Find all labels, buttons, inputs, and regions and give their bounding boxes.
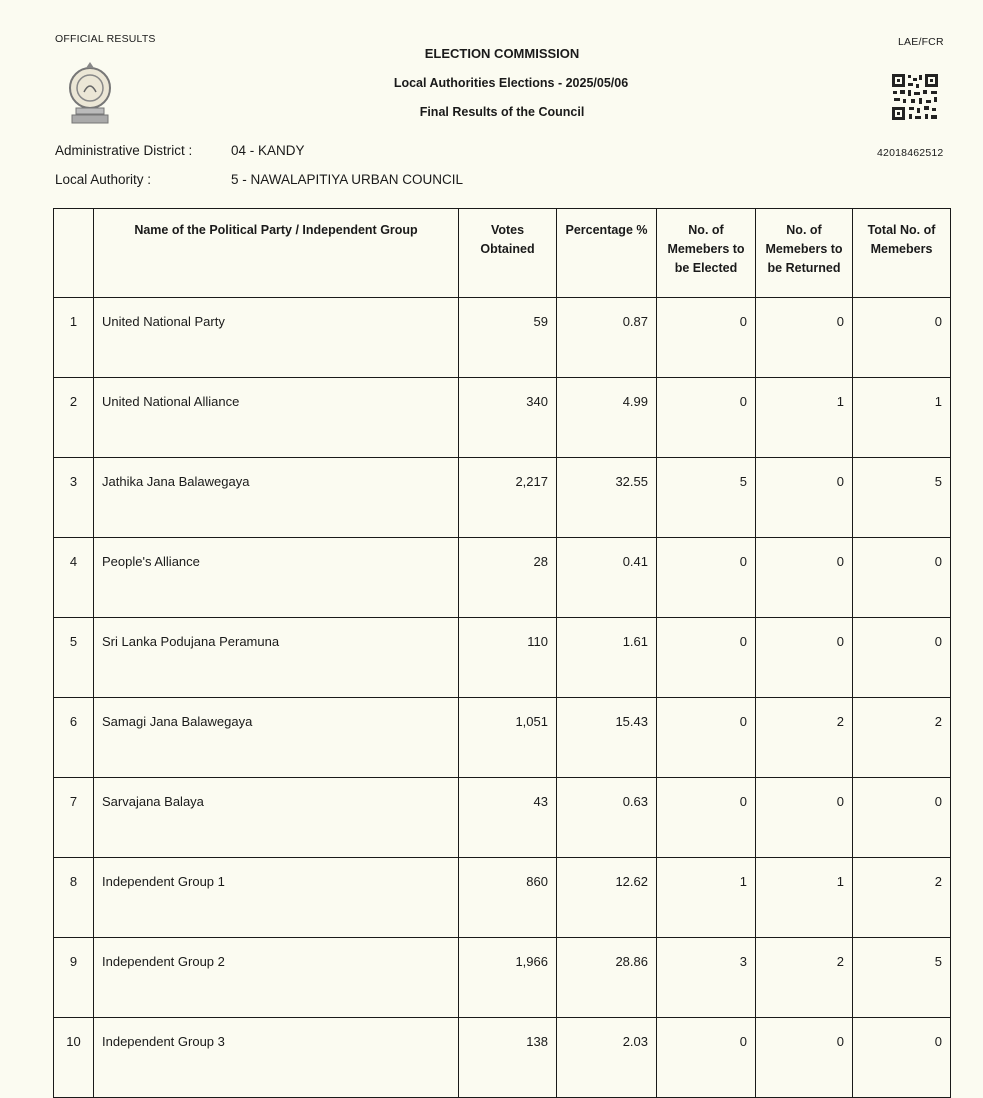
row-number: 3 (54, 458, 94, 538)
total-cell: 1 (853, 378, 951, 458)
percentage-cell: 0.87 (557, 298, 657, 378)
party-name: Independent Group 3 (94, 1018, 459, 1098)
table-row (54, 1018, 951, 1098)
col-header-elected: No. of Memebers to be Elected (657, 209, 756, 298)
row-number: 2 (54, 378, 94, 458)
col-header-votes: Votes Obtained (459, 209, 557, 298)
returned-cell: 0 (756, 1018, 853, 1098)
official-results-label: OFFICIAL RESULTS (55, 33, 156, 45)
col-header-percentage: Percentage % (557, 209, 657, 298)
elected-cell: 0 (657, 698, 756, 778)
row-number: 4 (54, 538, 94, 618)
col-header-total: Total No. of Memebers (853, 209, 951, 298)
returned-cell: 2 (756, 938, 853, 1018)
elected-cell: 0 (657, 1018, 756, 1098)
elected-cell: 0 (657, 778, 756, 858)
returned-cell: 0 (756, 538, 853, 618)
table-row (54, 858, 951, 938)
votes-cell: 28 (459, 538, 557, 618)
form-code: LAE/FCR (898, 36, 944, 48)
votes-cell: 340 (459, 378, 557, 458)
elected-cell: 1 (657, 858, 756, 938)
party-name: Jathika Jana Balawegaya (94, 458, 459, 538)
row-number: 9 (54, 938, 94, 1018)
table-row (54, 698, 951, 778)
returned-cell: 2 (756, 698, 853, 778)
total-cell: 2 (853, 858, 951, 938)
party-name: Sri Lanka Podujana Peramuna (94, 618, 459, 698)
district-value: 04 - KANDY (231, 143, 305, 158)
party-name: United National Party (94, 298, 459, 378)
total-cell: 0 (853, 778, 951, 858)
row-number: 7 (54, 778, 94, 858)
party-name: Independent Group 2 (94, 938, 459, 1018)
commission-title: ELECTION COMMISSION (424, 46, 580, 61)
table-row (54, 538, 951, 618)
elected-cell: 0 (657, 378, 756, 458)
percentage-cell: 4.99 (557, 378, 657, 458)
returned-cell: 1 (756, 378, 853, 458)
col-header-number (54, 209, 94, 298)
percentage-cell: 12.62 (557, 858, 657, 938)
total-cell: 0 (853, 618, 951, 698)
row-number: 8 (54, 858, 94, 938)
col-header-returned: No. of Memebers to be Returned (756, 209, 853, 298)
local-authority-label: Local Authority : (55, 172, 152, 187)
district-label: Administrative District : (55, 143, 193, 158)
col-header-party: Name of the Political Party / Independent Group (94, 209, 459, 298)
percentage-cell: 15.43 (557, 698, 657, 778)
total-cell: 0 (853, 538, 951, 618)
votes-cell: 2,217 (459, 458, 557, 538)
returned-cell: 0 (756, 778, 853, 858)
percentage-cell: 2.03 (557, 1018, 657, 1098)
election-line: Local Authorities Elections - 2025/05/06 (393, 76, 629, 90)
table-row (54, 938, 951, 1018)
party-name: People's Alliance (94, 538, 459, 618)
total-cell: 0 (853, 1018, 951, 1098)
table-header-row (54, 209, 951, 298)
row-number: 5 (54, 618, 94, 698)
table-row (54, 458, 951, 538)
votes-cell: 1,966 (459, 938, 557, 1018)
returned-cell: 1 (756, 858, 853, 938)
returned-cell: 0 (756, 298, 853, 378)
total-cell: 0 (853, 298, 951, 378)
row-number: 1 (54, 298, 94, 378)
elected-cell: 5 (657, 458, 756, 538)
party-name: Samagi Jana Balawegaya (94, 698, 459, 778)
total-cell: 2 (853, 698, 951, 778)
document-serial: 42018462512 (877, 147, 944, 159)
votes-cell: 138 (459, 1018, 557, 1098)
votes-cell: 43 (459, 778, 557, 858)
total-cell: 5 (853, 458, 951, 538)
elected-cell: 0 (657, 618, 756, 698)
percentage-cell: 32.55 (557, 458, 657, 538)
row-number: 10 (54, 1018, 94, 1098)
national-emblem-icon (64, 60, 116, 128)
results-table (53, 208, 951, 1098)
percentage-cell: 0.63 (557, 778, 657, 858)
qr-code-icon (891, 73, 939, 121)
table-row (54, 378, 951, 458)
total-cell: 5 (853, 938, 951, 1018)
party-name: Sarvajana Balaya (94, 778, 459, 858)
votes-cell: 59 (459, 298, 557, 378)
elected-cell: 0 (657, 538, 756, 618)
party-name: United National Alliance (94, 378, 459, 458)
votes-cell: 860 (459, 858, 557, 938)
returned-cell: 0 (756, 618, 853, 698)
table-row (54, 778, 951, 858)
percentage-cell: 28.86 (557, 938, 657, 1018)
results-title: Final Results of the Council (419, 105, 585, 119)
table-row (54, 298, 951, 378)
returned-cell: 0 (756, 458, 853, 538)
row-number: 6 (54, 698, 94, 778)
party-name: Independent Group 1 (94, 858, 459, 938)
percentage-cell: 0.41 (557, 538, 657, 618)
elected-cell: 3 (657, 938, 756, 1018)
votes-cell: 1,051 (459, 698, 557, 778)
table-row (54, 618, 951, 698)
percentage-cell: 1.61 (557, 618, 657, 698)
local-authority-value: 5 - NAWALAPITIYA URBAN COUNCIL (231, 172, 464, 187)
votes-cell: 110 (459, 618, 557, 698)
elected-cell: 0 (657, 298, 756, 378)
